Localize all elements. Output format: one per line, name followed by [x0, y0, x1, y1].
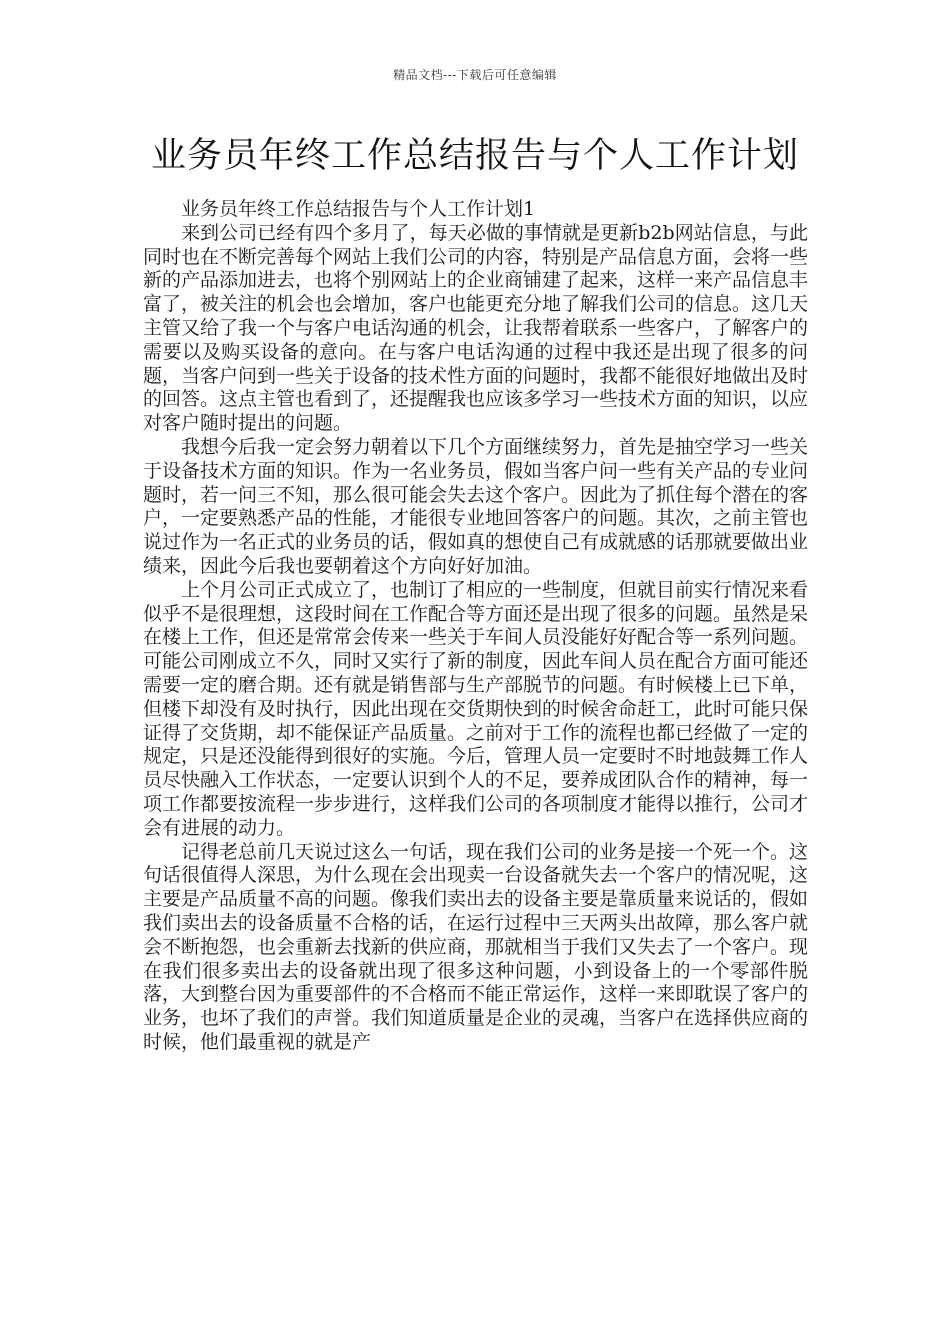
- header-note: 精品文档---下载后可任意编辑: [393, 68, 557, 82]
- document-body: [143, 198, 808, 1055]
- document-title: 业务员年终工作总结报告与个人工作计划: [150, 136, 799, 176]
- paragraph: 记得老总前几天说过这么一句话，现在我们公司的业务是接一个死一个。这句话很值得人深思，为什么现在会出现卖一台设备就失去一个客户的情况呢，这主要是产品质量不高的问题。像我们卖出去的设备主要是靠质量来说话的，假如我们卖出去的设备质量不合格的话，在运行过程中三天两头出故障，那么客户就会不断抱怨，也会重新去找新的供应商，那就相当于我们又失去了一个客户。现在我们很多卖出去的设备就出现了很多这种问题，小到设备上的一个零部件脱落，大到整台因为重要部件的不合格而不能正常运作，这样一来即耽误了客户的业务，也坏了我们的声誉。我们知道质量是企业的灵魂，当客户在选择供应商的时候，他们最重视的就是产: [143, 840, 809, 1053]
- paragraph: 上个月公司正式成立了，也制订了相应的一些制度，但就目前实行情况来看似乎不是很理想，这段时间在工作配合等方面还是出现了很多的问题。虽然是呆在楼上工作，但还是常常会传来一些关于车间人员没能好好配合等一系列问题。可能公司刚成立不久，同时又实行了新的制度，因此车间人员在配合方面可能还需要一定的磨合期。还有就是销售部与生产部脱节的问题。有时候楼上已下单，但楼下却没有及时执行，因此出现在交货期快到的时候舍命赶工，此时可能只保证得了交货期，却不能保证产品质量。之前对于工作的流程也都已经做了一定的规定，只是还没能得到很好的实施。今后，管理人员一定要时不时地鼓舞工作人员尽快融入工作状态，一定要认识到个人的不足，要养成团队合作的精神，每一项工作都要按流程一步步进行，这样我们公司的各项制度才能得以推行，公司才会有进展的动力。: [143, 578, 809, 839]
- paragraph-subtitle: 业务员年终工作总结报告与个人工作计划1: [181, 198, 536, 220]
- paragraph: 我想今后我一定会努力朝着以下几个方面继续努力，首先是抽空学习一些关于设备技术方面的知识。作为一名业务员，假如当客户问一些有关产品的专业问题时，若一问三不知，那么很可能会失去这个客户。因此为了抓住每个潜在的客户，一定要熟悉产品的性能，才能很专业地回答客户的问题。其次，之前主管也说过作为一名正式的业务员的话，假如真的想使自己有成就感的话那就要做出业绩来，因此今后我也要朝着这个方向好好加油。: [143, 435, 809, 577]
- paragraph: 来到公司已经有四个多月了，每天必做的事情就是更新b2b网站信息，与此同时也在不断完善每个网站上我们公司的内容，特别是产品信息方面，会将一些新的产品添加进去，也将个别网站上的企业商铺建了起来，这样一来产品信息丰富了，被关注的机会也会增加，客户也能更充分地了解我们公司的信息。这几天主管又给了我一个与客户电话沟通的机会，让我帮着联系一些客户，了解客户的需要以及购买设备的意向。在与客户电话沟通的过程中我还是出现了很多的问题，当客户问到一些关于设备的技术性方面的问题时，我都不能很好地做出及时的回答。这点主管也看到了，还提醒我也应该多学习一些技术方面的知识，以应对客户随时提出的问题。: [143, 221, 809, 435]
